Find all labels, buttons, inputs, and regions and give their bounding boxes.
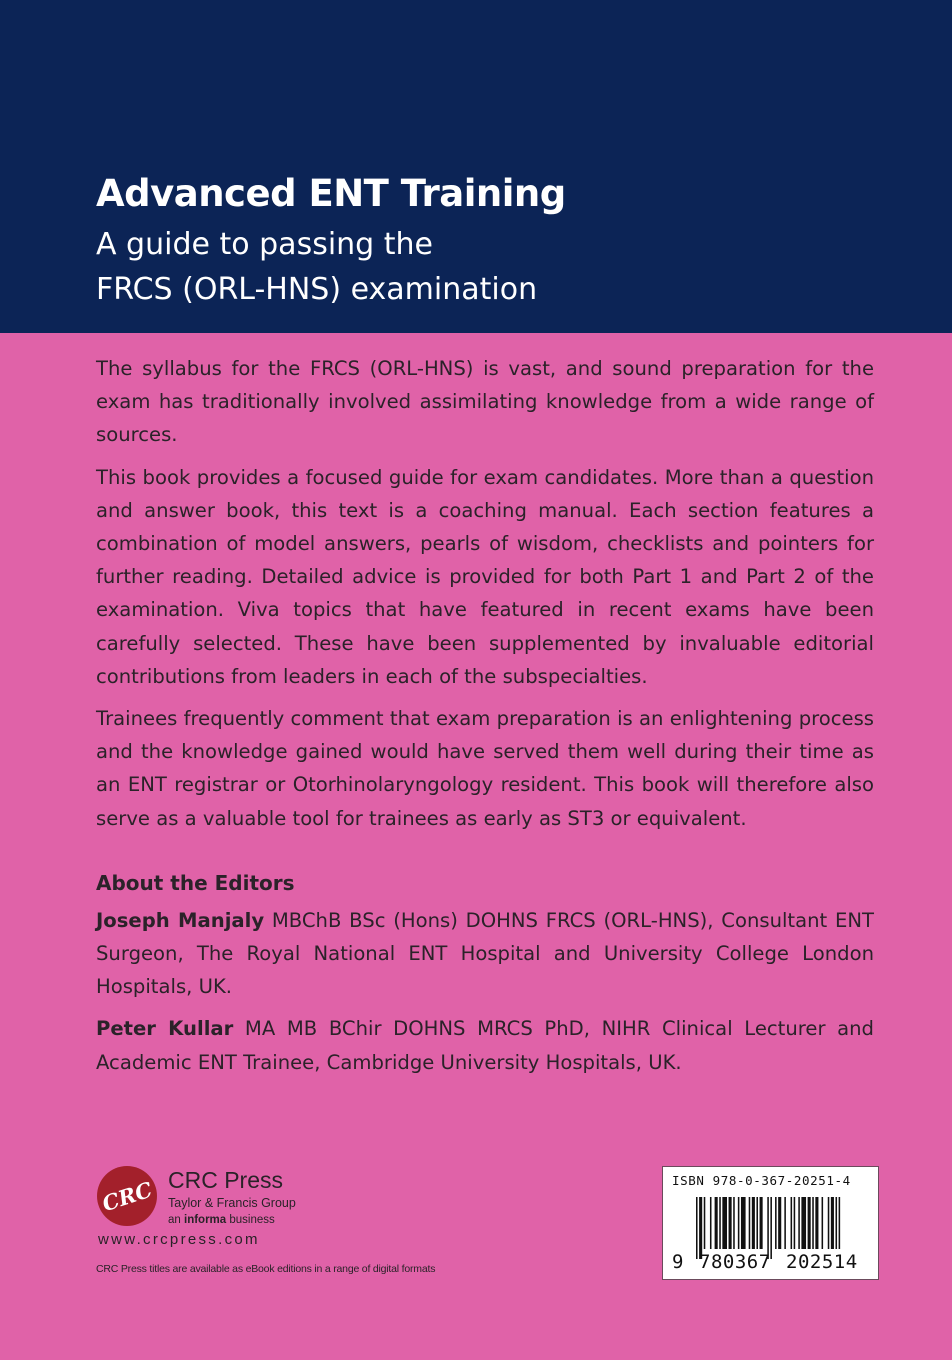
barcode-bar	[749, 1197, 751, 1249]
blurb-paragraph-1: The syllabus for the FRCS (ORL-HNS) is vast, and sound preparation for the exam has traditionally involved assimilating knowledge from a wide range of sources.	[96, 357, 874, 447]
barcode-bar	[767, 1197, 769, 1259]
barcode-bar	[822, 1197, 824, 1249]
barcode-bar	[715, 1197, 718, 1249]
publisher-group: Taylor & Francis Group	[168, 1196, 296, 1210]
barcode-digits-right: 202514	[786, 1251, 858, 1273]
barcode-digits-left: 780367	[699, 1251, 771, 1273]
barcode-bar	[794, 1197, 796, 1249]
publisher-informa-line	[168, 1214, 275, 1226]
blurb-paragraph-3: Trainees frequently comment that exam preparation is an enlightening process and the knowledge gained would have served them well during their time as an ENT registrar or Otorhinolaryngology resident. This book will therefore also serve as a valuable tool for trainees as early as ST3 or equivalent.	[96, 707, 874, 830]
editor-name-1: Joseph Manjaly	[96, 908, 265, 932]
editor-name-2: Peter Kullar	[96, 1017, 234, 1041]
barcode-bar	[778, 1197, 781, 1249]
publisher-name: CRC Press	[168, 1167, 284, 1193]
barcode-bar	[808, 1197, 811, 1249]
barcode-bar	[831, 1197, 834, 1249]
editor-details-2: MA MB BChir DOHNS MRCS PhD, NIHR Clinical Lecturer and Academic ENT Trainee, Cambridge University Hospitals, UK.	[96, 1017, 874, 1074]
barcode-bar	[839, 1197, 841, 1249]
informa-word: informa	[184, 1214, 227, 1226]
informa-prefix: an	[168, 1214, 184, 1226]
barcode-bar	[696, 1197, 698, 1259]
barcode-bar	[699, 1197, 702, 1259]
barcode-digit-first: 9	[672, 1251, 684, 1273]
book-subtitle	[96, 222, 537, 312]
barcode-bar	[798, 1197, 800, 1249]
editor-entry-2	[96, 1012, 874, 1078]
barcode-bar	[801, 1197, 806, 1249]
subtitle-line-1: A guide to passing the	[96, 227, 433, 262]
barcode-bar	[704, 1197, 706, 1249]
subtitle-line-2: FRCS (ORL-HNS) examination	[96, 272, 538, 307]
book-title: Advanced ENT Training	[96, 172, 566, 215]
publisher-url: www.crcpress.com	[98, 1231, 260, 1248]
isbn-barcode	[662, 1166, 879, 1280]
barcode-bar	[719, 1197, 721, 1249]
barcode-bar	[756, 1197, 758, 1249]
editor-entry-1	[96, 904, 874, 1004]
barcode-bar	[741, 1197, 746, 1249]
barcode-bar	[791, 1197, 793, 1249]
barcode-bar	[729, 1197, 732, 1249]
barcode-bar	[733, 1197, 735, 1249]
barcode-bar	[760, 1197, 763, 1249]
informa-suffix: business	[226, 1214, 275, 1226]
barcode-bar	[775, 1197, 777, 1249]
barcode-bar	[828, 1197, 830, 1249]
crc-logo-text: CRC	[99, 1176, 156, 1217]
blurb	[96, 352, 874, 1088]
publisher-block	[96, 1165, 516, 1285]
blurb-paragraph-2: This book provides a focused guide for exam candidates. More than a question and answer book, this text is a coaching manual. Each section features a combination of model answers, pearls of wisdom, checklists and pointers for further reading. Detailed advice is provided for both Part 1 and Part 2 of the examination. Viva topics that have featured in recent exams have been carefully selected. These have been supplemented by invaluable editorial contributions from leaders in each of the subspecialties.	[96, 465, 874, 688]
barcode-bar	[770, 1197, 772, 1259]
title-band	[0, 0, 952, 333]
barcode-bar	[710, 1197, 712, 1249]
barcode-bar	[815, 1197, 818, 1249]
barcode-bar	[784, 1197, 786, 1249]
crc-logo	[96, 1165, 158, 1227]
barcode-bar	[752, 1197, 755, 1249]
ebook-note: CRC Press titles are available as eBook editions in a range of digital formats	[96, 1263, 436, 1275]
barcode-bar	[812, 1197, 814, 1249]
barcode-bar	[836, 1197, 838, 1249]
barcode-bar	[738, 1197, 740, 1249]
isbn-label: ISBN 978-0-367-20251-4	[672, 1173, 851, 1188]
editor-details-1: MBChB BSc (Hons) DOHNS FRCS (ORL-HNS), Consultant ENT Surgeon, The Royal National ENT Hospital and University College London Hospitals, UK.	[96, 908, 874, 999]
editors-heading: About the Editors	[96, 870, 295, 895]
barcode-bar	[722, 1197, 727, 1249]
